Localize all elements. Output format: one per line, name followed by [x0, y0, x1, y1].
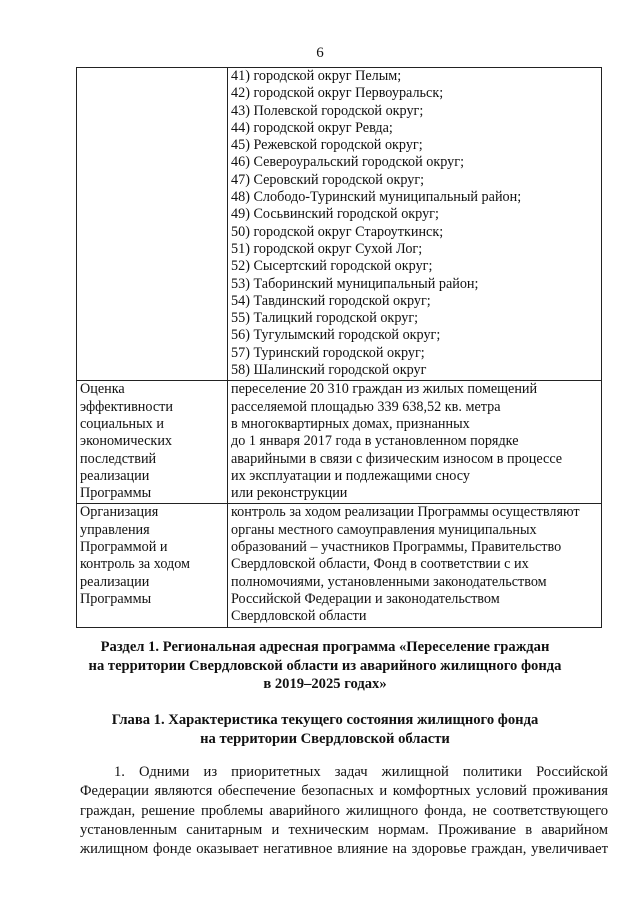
paragraph-line: 1. Одними из приоритетных задач жилищной политики Российской	[114, 764, 608, 780]
efficiency-label-line: эффективности	[80, 398, 173, 415]
efficiency-value-line: переселение 20 310 граждан из жилых помещений	[231, 381, 538, 398]
management-value-line: полномочиями, установленными законодательством	[231, 573, 547, 590]
list-item: 53) Таборинский муниципальный район;	[231, 275, 479, 292]
efficiency-value-line: расселяемой площадью 339 638,52 кв. метра	[231, 398, 501, 415]
efficiency-label-cell	[77, 381, 228, 504]
municipalities-list-cell	[228, 68, 602, 381]
body-paragraph	[80, 763, 608, 859]
table-row	[77, 68, 602, 381]
list-item: 58) Шалинский городской округ	[231, 362, 427, 379]
chapter-heading-line: Глава 1. Характеристика текущего состояния жилищного фонда	[111, 712, 539, 728]
section-heading-line: Раздел 1. Региональная адресная программа «Переселение граждан	[100, 639, 550, 655]
list-item: 44) городской округ Ревда;	[231, 119, 393, 136]
management-label-line: контроль за ходом	[80, 556, 191, 573]
efficiency-label-line: реализации	[80, 467, 150, 484]
section-heading-line: на территории Свердловской области из аварийного жилищного фонда	[88, 657, 562, 674]
efficiency-value-line: аварийными в связи с физическим износом в процессе	[231, 450, 563, 467]
management-value-line: Российской Федерации и законодательством	[231, 590, 500, 607]
list-item: 45) Режевской городской округ;	[231, 137, 423, 154]
section-heading-line: в 2019–2025 годах»	[263, 676, 387, 693]
chapter-heading	[80, 711, 570, 748]
list-item: 51) городской округ Сухой Лог;	[231, 240, 423, 257]
management-value-line: органы местного самоуправления муниципальных	[231, 521, 537, 538]
table-cell-empty-label	[77, 68, 228, 381]
list-item: 43) Полевской городской округ;	[231, 102, 424, 119]
efficiency-label-line: Программы	[80, 485, 152, 502]
efficiency-value-cell	[228, 381, 602, 504]
section-heading	[80, 638, 570, 694]
paragraph-line: жилищном фонде оказывает негативное влияние на здоровье граждан, увеличивает	[80, 841, 608, 858]
page-number: 6	[316, 45, 324, 61]
table-row	[77, 504, 602, 627]
list-item: 54) Тавдинский городской округ;	[231, 292, 431, 309]
paragraph-line: Федерации являются обеспечение безопасных и комфортных условий проживания	[80, 783, 608, 800]
list-item: 48) Слободо-Туринский муниципальный район;	[231, 189, 522, 206]
efficiency-label-line: социальных и	[80, 415, 164, 432]
management-label-line: Программы	[80, 590, 152, 607]
management-value-cell	[228, 504, 602, 627]
management-value-line: контроль за ходом реализации Программы осуществляют	[231, 504, 580, 521]
chapter-heading-line: на территории Свердловской области	[200, 730, 450, 747]
management-label-line: реализации	[80, 573, 150, 590]
list-item: 52) Сысертский городской округ;	[231, 258, 433, 275]
management-label-line: Программой и	[80, 539, 168, 556]
efficiency-value-line: до 1 января 2017 года в установленном порядке	[231, 433, 519, 450]
list-item: 56) Тугулымский городской округ;	[231, 327, 441, 344]
efficiency-value-line: их эксплуатации и подлежащими сносу	[231, 467, 470, 484]
efficiency-value-line: или реконструкции	[231, 485, 348, 502]
table-row	[77, 381, 602, 504]
management-value-line: Свердловской области	[231, 608, 367, 625]
list-item: 50) городской округ Староуткинск;	[231, 223, 444, 240]
list-item: 49) Сосьвинский городской округ;	[231, 206, 439, 223]
management-value-line: образований – участников Программы, Правительство	[231, 539, 562, 556]
program-passport-table	[76, 67, 602, 628]
management-value-line: Свердловской области, Фонд в соответствии с их	[231, 556, 529, 573]
list-item: 46) Североуральский городской округ;	[231, 154, 465, 171]
efficiency-label-line: последствий	[80, 450, 157, 467]
management-label-line: управления	[80, 521, 150, 538]
list-item: 41) городской округ Пелым;	[231, 68, 402, 84]
management-label-line: Организация	[80, 504, 159, 521]
paragraph-line: установленным санитарным и техническим нормам. Проживание в аварийном	[80, 821, 608, 838]
list-item: 47) Серовский городской округ;	[231, 171, 425, 188]
efficiency-label-line: экономических	[80, 433, 173, 450]
list-item: 55) Талицкий городской округ;	[231, 310, 419, 327]
management-label-cell	[77, 504, 228, 627]
list-item: 42) городской округ Первоуральск;	[231, 85, 444, 102]
paragraph-line: граждан, решение проблемы аварийного жилищного фонда, не соответствующего	[80, 802, 608, 819]
list-item: 57) Туринский городской округ;	[231, 344, 425, 361]
efficiency-label-line: Оценка	[80, 381, 125, 398]
efficiency-value-line: в многоквартирных домах, признанных	[231, 415, 470, 432]
